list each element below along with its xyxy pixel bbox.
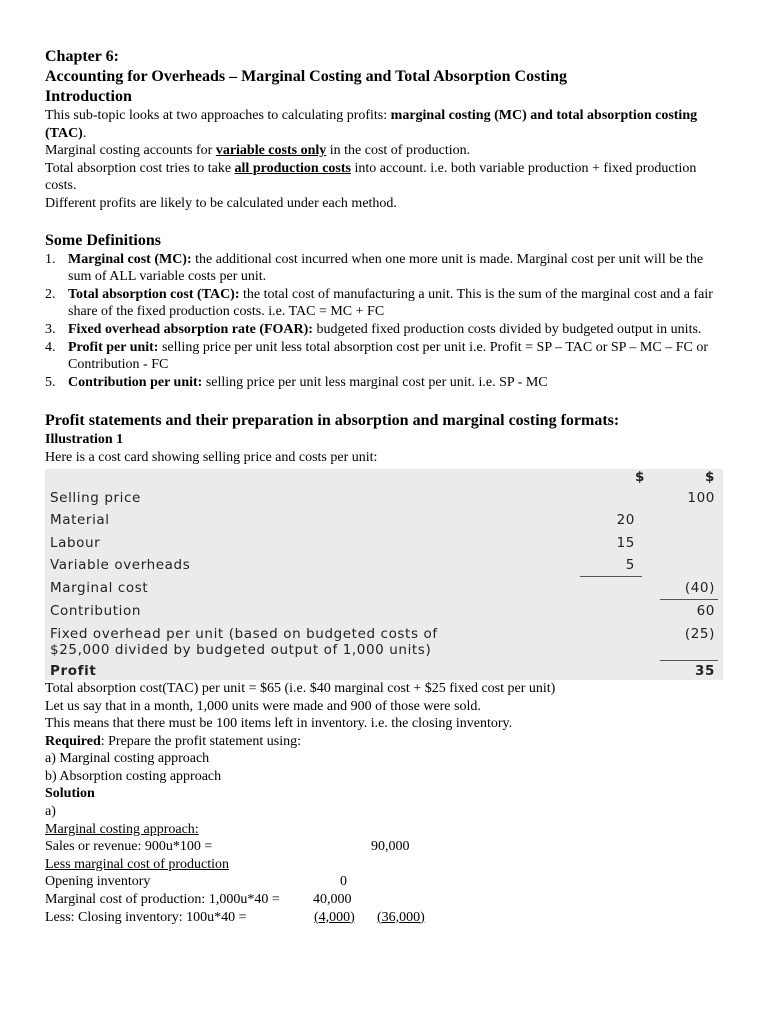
subtotal-rule bbox=[580, 576, 642, 577]
col2-header: $ bbox=[705, 468, 715, 485]
marginal-cost-production-value: 40,000 bbox=[313, 892, 352, 908]
profit-value: 35 bbox=[695, 662, 715, 679]
tac-note: Total absorption cost(TAC) per unit = $65 (i.e. $40 marginal cost + $25 fixed cost per unit) bbox=[45, 680, 556, 696]
intro-paragraph-3: Total absorption cost tries to take all production costs into account. i.e. both variable production + fixed production costs. bbox=[45, 160, 697, 194]
material-value: 20 bbox=[616, 511, 635, 528]
sales-value: 90,000 bbox=[371, 839, 410, 855]
approach-item: a) Marginal costing approach bbox=[45, 751, 210, 767]
variable-overheads-label: Variable overheads bbox=[50, 556, 191, 573]
definitions-list bbox=[45, 251, 723, 392]
units-note: Let us say that in a month, 1,000 units were made and 900 of those were sold. bbox=[45, 698, 481, 714]
marginal-cost-production-line: Marginal cost of production: 1,000u*40 = 40,000 bbox=[45, 892, 352, 908]
variable-overheads-value: 5 bbox=[625, 556, 635, 573]
illustration-label: Illustration 1 bbox=[45, 432, 124, 448]
closing-inventory-line: Less: Closing inventory: 100u*40 = (4,000) (36,000) bbox=[45, 909, 425, 925]
part-a-label: a) bbox=[45, 804, 56, 820]
approach-list bbox=[45, 750, 723, 785]
definition-item: 4. Profit per unit: selling price per unit less total absorption cost per unit i.e. Profit = SP – TAC or SP – MC – FC or Contribution - FC bbox=[45, 339, 708, 373]
labour-label: Labour bbox=[50, 534, 101, 551]
definition-item: 2. Total absorption cost (TAC): the total cost of manufacturing a unit. This is the sum of the marginal cost and a fair share of the fixed production costs. i.e. TAC = MC + FC bbox=[45, 286, 713, 320]
profit-rule bbox=[660, 660, 718, 661]
contribution-value: 60 bbox=[696, 602, 715, 619]
marginal-cost-value: (40) bbox=[684, 579, 715, 596]
opening-inventory-line: Opening inventory 0 bbox=[45, 874, 347, 890]
intro-paragraph-1: This sub-topic looks at two approaches to calculating profits: marginal costing (MC) and total absorption costing (TAC). bbox=[45, 108, 698, 141]
definition-item: 3. Fixed overhead absorption rate (FOAR): budgeted fixed production costs divided by budgeted output in units. bbox=[45, 321, 702, 337]
mc-approach-heading: Marginal costing approach: bbox=[45, 821, 199, 837]
definitions-heading: Some Definitions bbox=[45, 231, 161, 249]
definition-item: 5. Contribution per unit: selling price per unit less marginal cost per unit. i.e. SP - MC bbox=[45, 374, 548, 390]
selling-price-value: 100 bbox=[687, 489, 715, 506]
cost-card bbox=[45, 469, 723, 680]
fixed-overhead-label-2: $25,000 divided by budgeted output of 1,000 units) bbox=[50, 641, 432, 658]
selling-price-label: Selling price bbox=[50, 489, 141, 506]
document-page bbox=[45, 47, 723, 926]
contribution-rule bbox=[660, 599, 718, 600]
page-title: Accounting for Overheads – Marginal Costing and Total Absorption Costing bbox=[45, 68, 567, 85]
contribution-label: Contribution bbox=[50, 602, 142, 619]
intro-paragraph-2: Marginal costing accounts for variable costs only in the cost of production. bbox=[45, 143, 471, 159]
col1-header: $ bbox=[635, 468, 645, 485]
fixed-overhead-value: (25) bbox=[684, 625, 715, 642]
definition-item: 1. Marginal cost (MC): the additional cost incurred when one more unit is made. Marginal cost per unit will be the sum of ALL variable costs per unit. bbox=[45, 251, 704, 285]
profit-statements-heading: Profit statements and their preparation in absorption and marginal costing formats: bbox=[45, 412, 620, 430]
profit-label: Profit bbox=[50, 662, 97, 679]
intro-heading: Introduction bbox=[45, 88, 132, 105]
required-line: Required: Prepare the profit statement using: bbox=[45, 733, 301, 749]
intro-paragraph-4: Different profits are likely to be calculated under each method. bbox=[45, 195, 397, 211]
labour-value: 15 bbox=[616, 534, 635, 551]
marginal-cost-label: Marginal cost bbox=[50, 579, 149, 596]
solution-heading: Solution bbox=[45, 786, 95, 802]
less-marginal-heading: Less marginal cost of production bbox=[45, 856, 230, 872]
chapter-label: Chapter 6: bbox=[45, 48, 119, 65]
fixed-overhead-label-1: Fixed overhead per unit (based on budgeted costs of bbox=[50, 625, 438, 642]
card-intro: Here is a cost card showing selling price and costs per unit: bbox=[45, 450, 378, 466]
inventory-note: This means that there must be 100 items left in inventory. i.e. the closing inventory. bbox=[45, 716, 513, 732]
opening-inventory-value: 0 bbox=[340, 874, 347, 890]
closing-inventory-value: (4,000) bbox=[314, 909, 355, 925]
material-label: Material bbox=[50, 511, 110, 528]
approach-item: b) Absorption costing approach bbox=[45, 768, 222, 784]
closing-inventory-total: (36,000) bbox=[377, 909, 425, 925]
sales-line: Sales or revenue: 900u*100 = 90,000 bbox=[45, 839, 410, 855]
